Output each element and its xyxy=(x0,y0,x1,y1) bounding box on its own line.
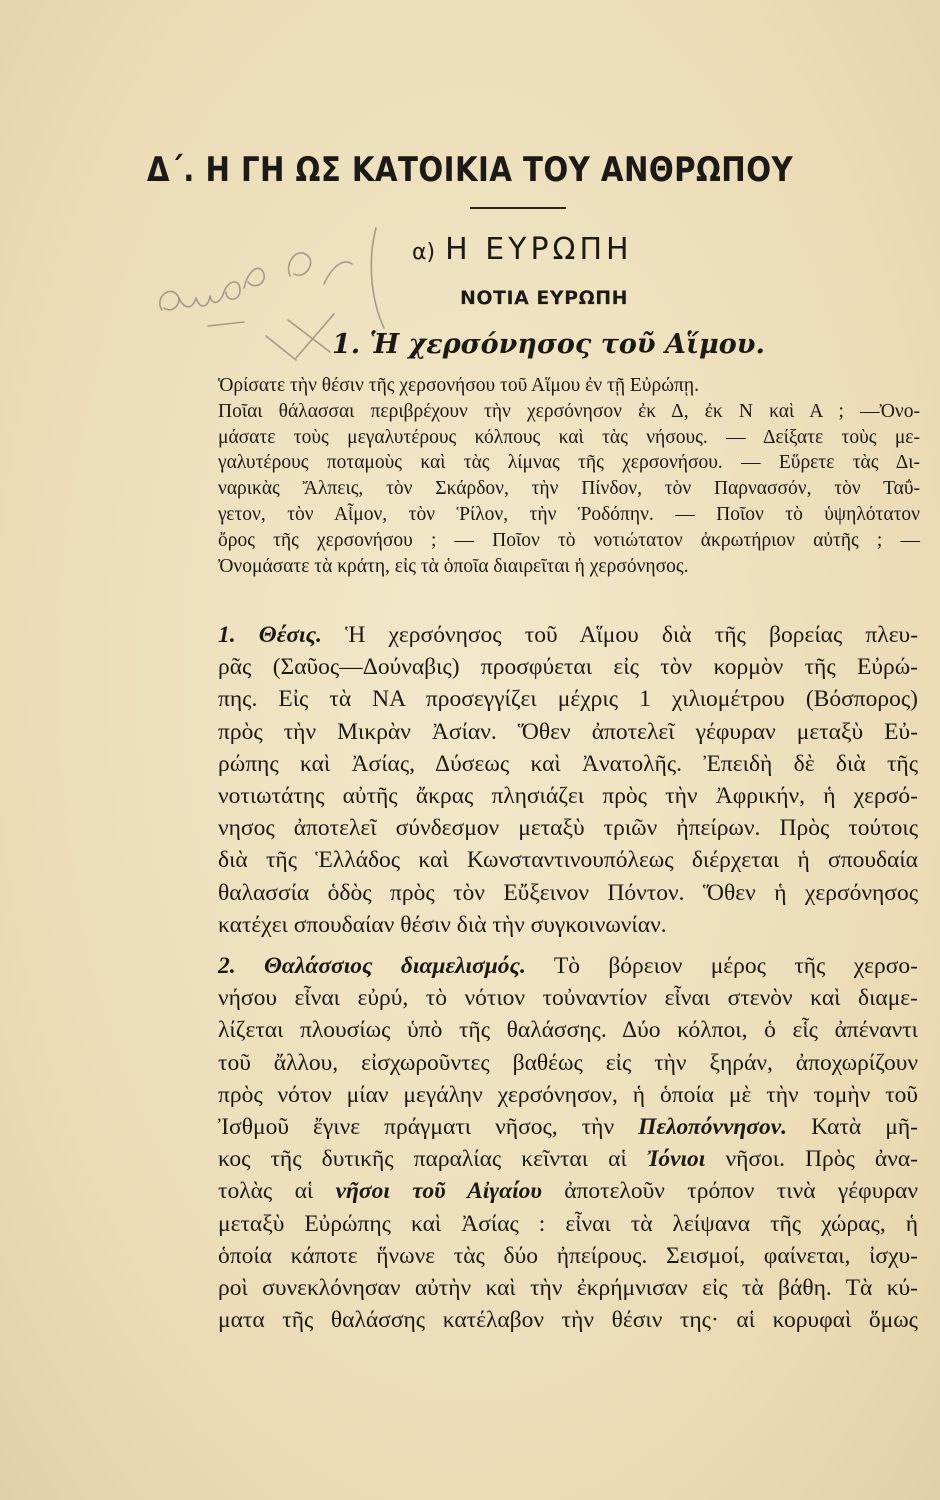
paragraph-line xyxy=(218,1175,918,1207)
paragraph-text: Ἡ χερσόνησος τοῦ Αἵμου διὰ τῆς βορείας πλευ- xyxy=(345,622,919,648)
paragraph-text: νῆσοι. Πρὸς ἀνα- xyxy=(725,1146,919,1173)
paragraph-position xyxy=(218,619,918,941)
paragraph-line xyxy=(218,1111,918,1143)
paragraph-text: κος τῆς δυτικῆς παραλίας κεῖνται αἱ xyxy=(218,1146,627,1173)
question-line: ναρικὰς Ἄλπεις, τὸν Σκάρδον, τὴν Πίνδον, τὸν Παρνασσόν, τὸν Ταΰ- xyxy=(218,478,920,500)
paragraph-line: νησος ἀποτελεῖ σύνδεσμον μεταξὺ τριῶν ἠπείρων. Πρὸς τούτοις xyxy=(218,815,918,842)
emphasis-peloponnese: Πελοπόννησον. xyxy=(638,1114,787,1141)
paragraph-line: θαλασσία ὁδὸς πρὸς τὸν Εὔξεινον Πόντον. Ὅθεν ἡ χερσόνησος xyxy=(218,879,918,906)
paragraph-line xyxy=(218,1143,918,1175)
paragraph-text: Ἰσθμοῦ ἔγινε πράγματι νῆσος, τὴν xyxy=(218,1114,615,1141)
paragraph-line: κατέχει σπουδαίαν θέσιν διὰ τὴν συγκοινωνίαν. xyxy=(218,911,667,938)
paragraph-text: τολὰς αἱ xyxy=(218,1178,314,1205)
paragraph-line: ματα τῆς θαλάσσης κατέλαβον τὴν θέσιν της· αἱ κορυφαὶ ὅμως xyxy=(218,1307,918,1334)
question-line: γαλυτέρους ποταμοὺς καὶ τὰς λίμνας τῆς χερσονήσου. — Εὕρετε τὰς Δι- xyxy=(218,452,920,474)
paragraph-line: μεταξὺ Εὐρώπης καὶ Ἀσίας : εἶναι τὰ λείψανα τῆς χώρας, ἡ xyxy=(218,1210,918,1237)
paragraph-heading-sea-division: 2. Θαλάσσιος διαμελισμός. xyxy=(218,953,526,979)
section-label: α) xyxy=(412,240,436,265)
paragraph-line xyxy=(218,619,918,651)
review-questions xyxy=(218,373,920,579)
subsection-heading: ΝΟΤΙΑ ΕΥΡΩΠΗ xyxy=(460,287,629,309)
question-line: ὄρος τῆς χερσονήσου ; — Ποῖον τὸ νοτιώτατον ἀκρωτήριον αὐτῆς ; — xyxy=(218,529,920,551)
question-line: Ὀνομάσατε τὰ κράτη, εἰς τὰ ὁποῖα διαιρεῖται ἡ χερσόνησος. xyxy=(218,555,689,577)
paragraph-sea-division xyxy=(218,950,918,1336)
paragraph-line: νήσου εἶναι εὐρύ, τὸ νότιον τοὐναντίον εἶναι στενὸν καὶ διαμε- xyxy=(218,985,918,1012)
chapter-title: Δ΄. Η ΓΗ ΩΣ ΚΑΤΟΙΚΙΑ ΤΟΥ ΑΝΘΡΩΠΟΥ xyxy=(146,150,794,190)
paragraph-text: Κατὰ μῆ- xyxy=(811,1114,919,1141)
paragraph-line: πρὸς τὴν Μικρὰν Ἀσίαν. Ὅθεν ἀποτελεῖ γέφυραν μεταξὺ Εὐ- xyxy=(218,718,918,745)
paragraph-text: Τὸ βόρειον μέρος τῆς χερσο- xyxy=(553,953,919,979)
paragraph-heading-position: 1. Θέσις. xyxy=(218,622,322,648)
paragraph-line xyxy=(218,950,918,982)
section-heading xyxy=(412,232,633,267)
emphasis-ionian: Ἰόνιοι xyxy=(646,1146,706,1173)
paragraph-line: τοῦ ἄλλου, εἰσχωροῦντες βαθέως εἰς τὴν ξηράν, ἀποχωρίζουν xyxy=(218,1049,918,1076)
lesson-title: 1. Ἡ χερσόνησος τοῦ Αἵμου. xyxy=(332,329,765,360)
paragraph-text: ἀποτελοῦν τρόπον τινὰ γέφυραν xyxy=(564,1178,918,1205)
paragraph-line: νοτιωτάτης αὐτῆς ἄκρας πλησιάζει πρὸς τὴν Ἀφρικήν, ἡ χερσό- xyxy=(218,783,918,810)
paragraph-line: λίζεται πλουσίως ὑπὸ τῆς θαλάσσης. Δύο κόλποι, ὁ εἷς ἀπέναντι xyxy=(218,1017,918,1044)
paragraph-line: ὁποία κάποτε ἥνωνε τὰς δύο ἠπείρους. Σεισμοί, φαίνεται, ἰσχυ- xyxy=(218,1242,918,1269)
section-title: Η ΕΥΡΩΠΗ xyxy=(445,232,633,267)
question-line: γετον, τὸν Αἷμον, τὸν Ῥίλον, τὴν Ῥοδόπην. — Ποῖον τὸ ὑψηλότατον xyxy=(218,503,920,525)
question-line: Ὁρίσατε τὴν θέσιν τῆς χερσονήσου τοῦ Αἵμου ἐν τῇ Εὐρώπῃ. xyxy=(218,375,699,396)
title-divider xyxy=(470,207,566,209)
emphasis-aegean-islands: νῆσοι τοῦ Αἰγαίου xyxy=(335,1178,542,1205)
question-line: Ποῖαι θάλασσαι περιβρέχουν τὴν χερσόνησον ἐκ Δ, ἐκ Ν καὶ Α ; —Ὀνο- xyxy=(218,400,920,422)
paragraph-line: πρὸς νότον μίαν μεγάλην χερσόνησον, ἡ ὁποία μὲ τὴν τομὴν τοῦ xyxy=(218,1081,918,1108)
paragraph-line: ρᾶς (Σαῦος—Δούναβις) προσφύεται εἰς τὸν κορμὸν τῆς Εὐρώ- xyxy=(218,654,918,681)
paragraph-line: διὰ τῆς Ἑλλάδος καὶ Κωνσταντινουπόλεως διέρχεται ἡ σπουδαία xyxy=(218,847,918,874)
question-line: μάσατε τοὺς μεγαλυτέρους κόλπους καὶ τὰς νήσους. — Δείξατε τοὺς με- xyxy=(218,426,920,448)
paragraph-line: ροὶ συνεκλόνησαν αὐτὴν καὶ τὴν ἐκρήμνισαν εἰς τὰ βάθη. Τὰ κύ- xyxy=(218,1275,918,1302)
paragraph-line: ρώπης καὶ Ἀσίας, Δύσεως καὶ Ἀνατολῆς. Ἐπειδὴ δὲ διὰ τῆς xyxy=(218,750,918,777)
paragraph-line: πης. Εἰς τὰ ΝΑ προσεγγίζει μέχρις 1 χιλιομέτρου (Βόσπορος) xyxy=(218,686,918,713)
